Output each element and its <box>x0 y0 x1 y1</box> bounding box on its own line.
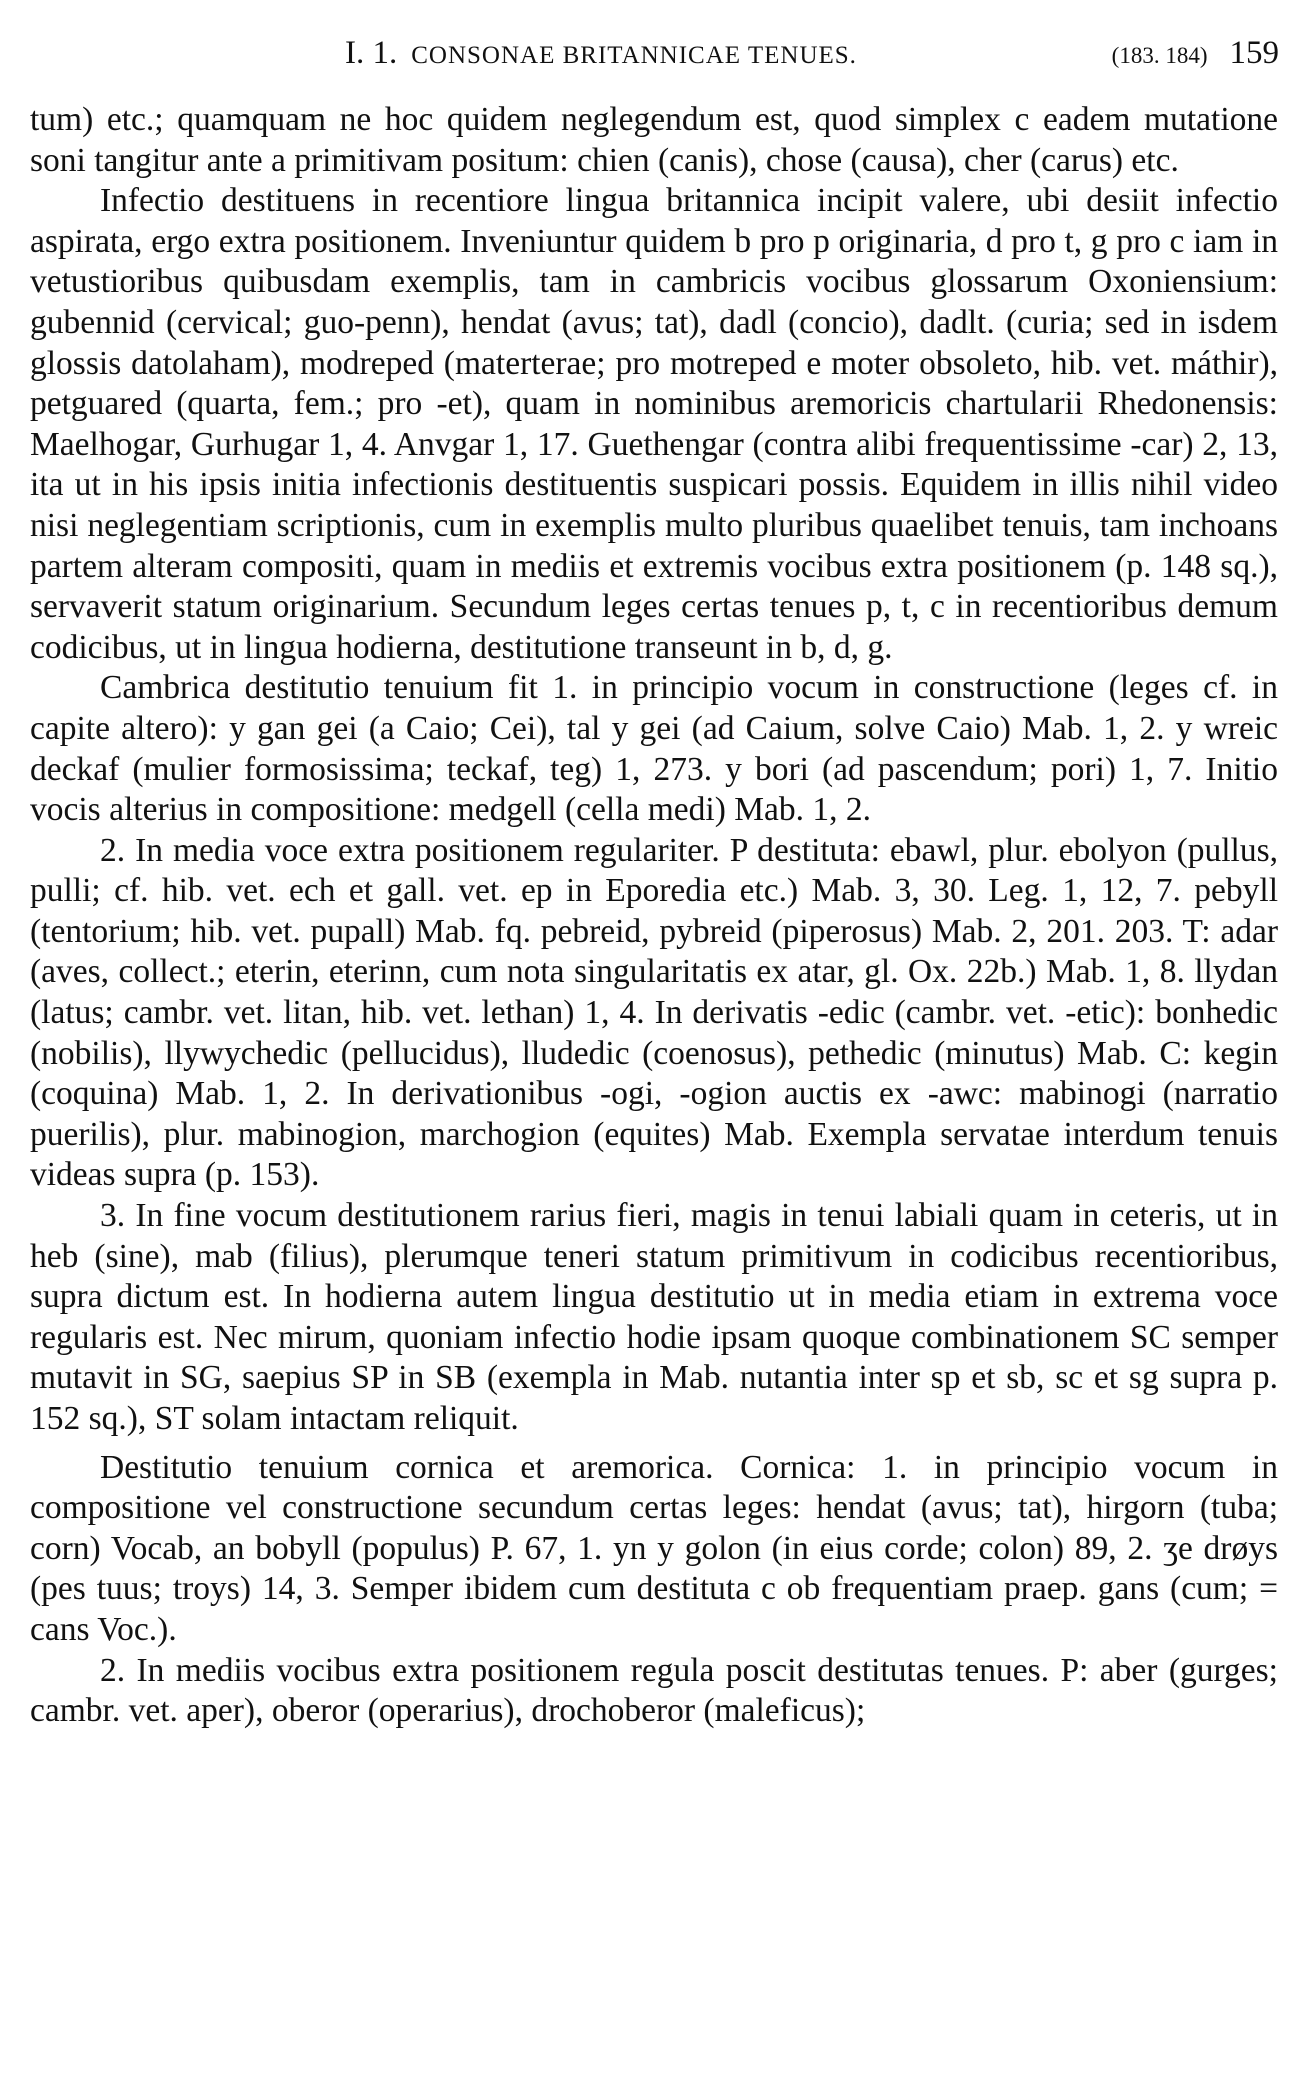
paragraph-7: 2. In mediis vocibus extra positionem regula poscit destitutas tenues. P: aber (gurges; cambr. vet. aper), oberor (operarius), drochoberor (maleficus); <box>30 1651 1278 1730</box>
header-title <box>345 28 857 81</box>
paragraph-6: Destitutio tenuium cornica et aremorica. Cornica: 1. in principio vocum in compositione vel constructione secundum certas leges: hendat (avus; tat), hirgorn (tuba; corn) Vocab, an bobyll (populus) P. 67, 1. yn y golon (in eius corde; colon) 89, 2. ʒe drøys (pes tuus; troys) 14, 3. Semper ibidem cum destituta c ob frequentiam praep. gans (cum; = cans Voc.). <box>30 1448 1278 1648</box>
running-header <box>70 28 1279 78</box>
header-right <box>1112 28 1279 81</box>
paragraph-5: 3. In fine vocum destitutionem rarius fieri, magis in tenui labiali quam in ceteris, ut in heb (sine), mab (filius), plerumque teneri statum primitivum in codicibus recentioribus, supra dictum est. In hodierna autem lingua destitutio ut in media etiam in extrema voce regularis est. Nec mirum, quoniam infectio hodie ipsam quoque combinationem SC semper mutavit in SG, saepius SP in SB (exempla in Mab. nutantia inter sp et sb, sc et sg supra p. 152 sq.), ST solam intactam reliquit. <box>30 1197 1278 1437</box>
paragraph-2: Infectio destituens in recentiore lingua britannica incipit valere, ubi desiit infectio aspirata, ergo extra positionem. Inveniuntur quidem b pro p originaria, d pro t, g pro c iam in vetustioribus quibusdam exemplis, tam in cambricis vocibus glossarum Oxoniensium: gubennid (cervical; guo-penn), hendat (avus; tat), dadl (concio), dadlt. (curia; sed in isdem glossis datolaham), modreped (materterae; pro motreped e moter obsoleto, hib. vet. máthir), petguared (quarta, fem.; pro -et), quam in nominibus aremoricis chartularii Rhedonensis: Maelhogar, Gurhugar 1, 4. Anvgar 1, 17. Guethengar (contra alibi frequentissime -car) 2, 13, ita ut in his ipsis initia infectionis destituentis suspicari possis. Equidem in illis nihil video nisi neglegentiam scriptionis, cum in exemplis multo pluribus quaelibet tenuis, tam inchoans partem alteram compositi, quam in mediis et extremis vocibus extra positionem (p. 148 sq.), servaverit statum originarium. Secundum leges certas tenues p, t, c in recentioribus demum codicibus, ut in lingua hodierna, destitutione transeunt in b, d, g. <box>30 182 1278 666</box>
paragraph-1: tum) etc.; quamquam ne hoc quidem neglegendum est, quod simplex c eadem mutatione soni tangitur ante a primitivam positum: chien (canis), chose (causa), cher (carus) etc. <box>30 101 1278 179</box>
paragraph-3: Cambrica destitutio tenuium fit 1. in principio vocum in constructione (leges cf. in capite altero): y gan gei (a Caio; Cei), tal y gei (ad Caium, solve Caio) Mab. 1, 2. y wreic deckaf (mulier formosissima; teckaf, teg) 1, 273. y bori (ad pascendum; pori) 1, 7. Initio vocis alterius in compositione: medgell (cella medi) Mab. 1, 2. <box>30 669 1278 829</box>
paragraph-4: 2. In media voce extra positionem regulariter. P destituta: ebawl, plur. ebolyon (pullus, pulli; cf. hib. vet. ech et gall. vet. ep in Eporedia etc.) Mab. 3, 30. Leg. 1, 12, 7. pebyll (tentorium; hib. vet. pupall) Mab. fq. pebreid, pybreid (piperosus) Mab. 2, 201. 203. T: adar (aves, collect.; eterin, eterinn, cum nota singularitatis ex atar, gl. Ox. 22b.) Mab. 1, 8. llydan (latus; cambr. vet. litan, hib. vet. lethan) 1, 4. In derivatis -edic (cambr. vet. -etic): bonhedic (nobilis), llywychedic (pellucidus), lludedic (coenosus), pethedic (minutus) Mab. C: kegin (coquina) Mab. 1, 2. In derivationibus -ogi, -ogion auctis ex -awc: mabinogi (narratio puerilis), plur. mabinogion, marchogion (equites) Mab. Exempla servatae interdum tenuis videas supra (p. 153). <box>30 831 1278 1194</box>
section-refs: (183. 184) <box>1111 43 1208 68</box>
body-text <box>30 100 1278 1732</box>
chapter-number: I. 1. <box>345 35 398 71</box>
page-number: 159 <box>1229 35 1279 71</box>
section-title: CONSONAE BRITANNICAE TENUES. <box>411 42 857 69</box>
